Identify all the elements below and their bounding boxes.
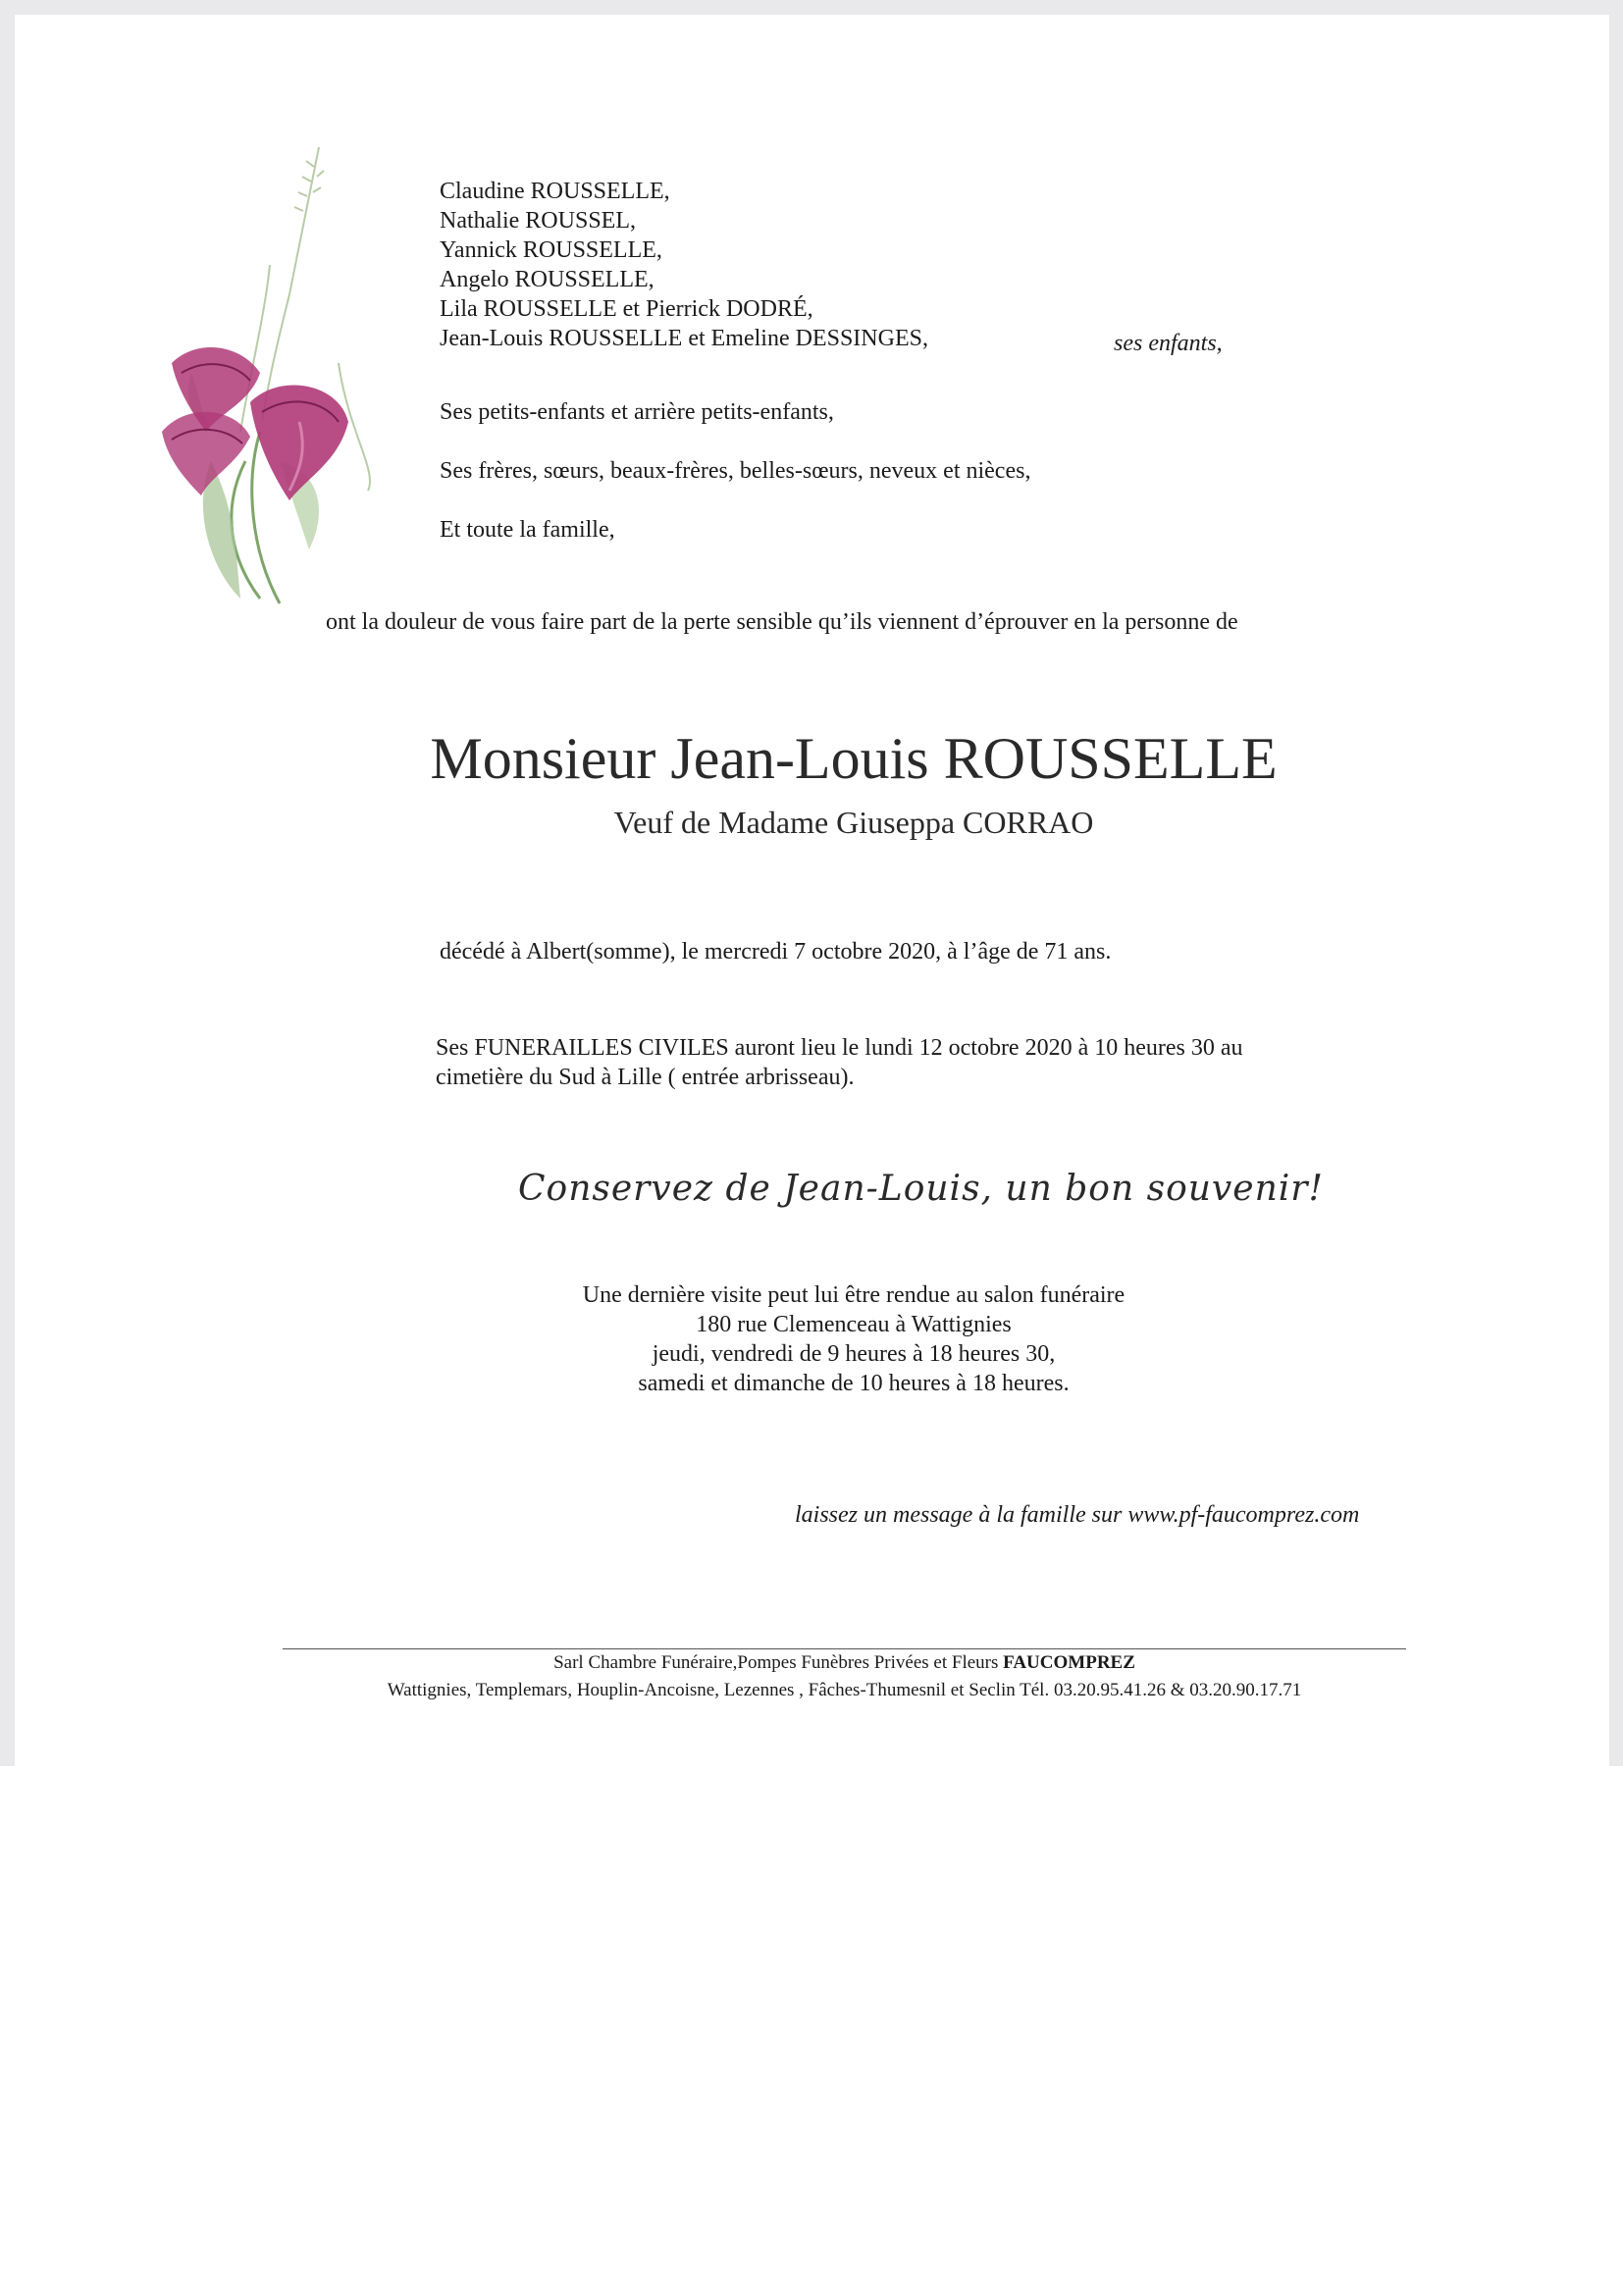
family-name-5: Lila ROUSSELLE et Pierrick DODRÉ,: [440, 296, 813, 322]
siblings-line: Ses frères, sœurs, beaux-frères, belles-sœurs, neveux et nièces,: [440, 458, 1031, 484]
family-name-6: Jean-Louis ROUSSELLE et Emeline DESSINGES,: [440, 326, 928, 351]
family-line: Et toute la famille,: [440, 517, 615, 543]
visit-line-4: samedi et dimanche de 10 heures à 18 heures.: [638, 1371, 1070, 1396]
death-details: décédé à Albert(somme), le mercredi 7 octobre 2020, à l’âge de 71 ans.: [440, 939, 1112, 965]
footer-company-line: [283, 1650, 1406, 1676]
visit-line-3: jeudi, vendredi de 9 heures à 18 heures 30,: [652, 1341, 1056, 1367]
announcement-intro: ont la douleur de vous faire part de la perte sensible qu’ils viennent d’éprouver en la personne de: [326, 609, 1238, 635]
footer-company-prefix: Sarl Chambre Funéraire,Pompes Funèbres Privées et Fleurs: [553, 1652, 1004, 1673]
online-message: laissez un message à la famille sur www.pf-faucomprez.com: [795, 1502, 1360, 1528]
visit-line-1: Une dernière visite peut lui être rendue au salon funéraire: [582, 1282, 1126, 1308]
family-name-4: Angelo ROUSSELLE,: [440, 267, 654, 292]
footer-divider: [283, 1648, 1406, 1649]
deceased-subtitle: Veuf de Madame Giuseppa CORRAO: [613, 805, 1094, 840]
family-name-3: Yannick ROUSSELLE,: [440, 237, 662, 263]
footer-company-name: FAUCOMPREZ: [1003, 1652, 1135, 1673]
family-name-1: Claudine ROUSSELLE,: [440, 179, 670, 204]
deceased-name: Monsieur Jean-Louis ROUSSELLE: [430, 726, 1278, 791]
memory-quote: Conservez de Jean-Louis, un bon souvenir!: [518, 1169, 1324, 1209]
family-name-2: Nathalie ROUSSEL,: [440, 208, 636, 234]
visit-line-2: 180 rue Clemenceau à Wattignies: [696, 1312, 1012, 1337]
grandchildren-line: Ses petits-enfants et arrière petits-enfants,: [440, 399, 834, 425]
footer-locations-line: Wattignies, Templemars, Houplin-Ancoisne, Lezennes , Fâches-Thumesnil et Seclin Tél. 03.20.95.41.26 & 03.20.90.17.71: [387, 1680, 1302, 1700]
funeral-details-line2: cimetière du Sud à Lille ( entrée arbrisseau).: [436, 1065, 855, 1090]
calla-lily-flower-icon: [152, 137, 378, 618]
children-label: ses enfants,: [1114, 331, 1223, 356]
funeral-details-line1: Ses FUNERAILLES CIVILES auront lieu le lundi 12 octobre 2020 à 10 heures 30 au: [436, 1035, 1243, 1061]
